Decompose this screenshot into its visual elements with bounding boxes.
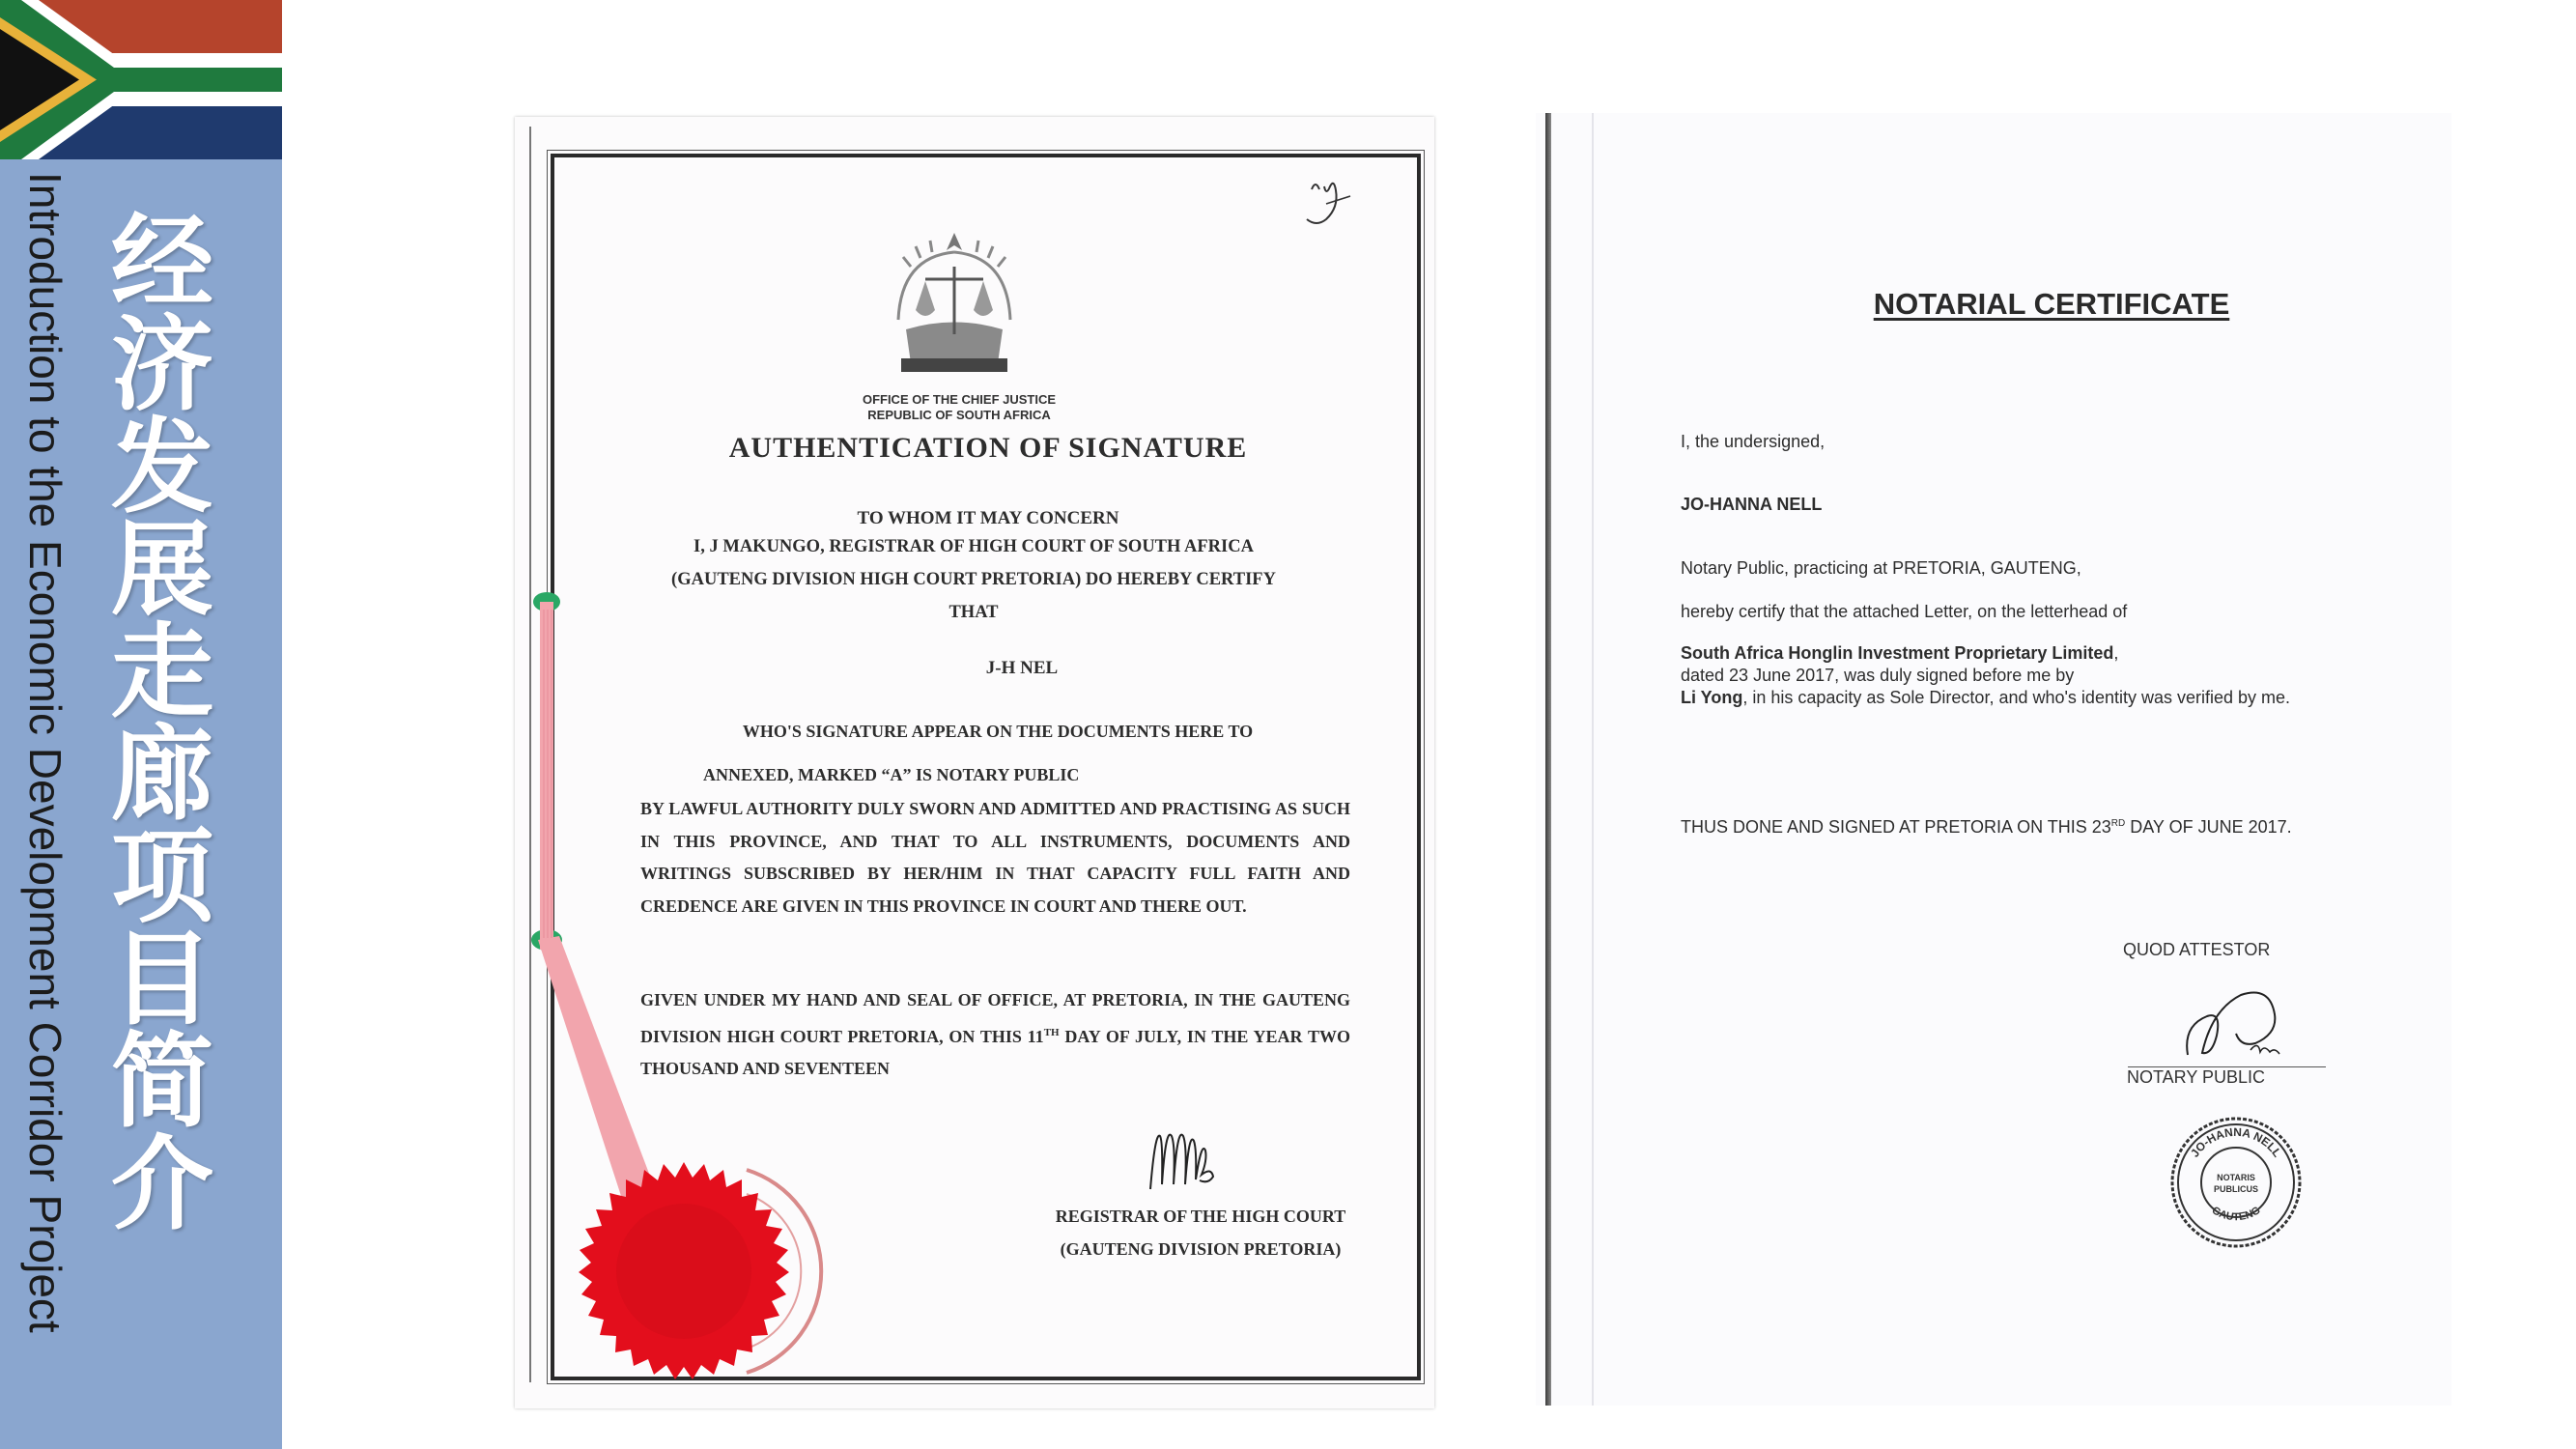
seal-center-line1: NOTARIS [2217,1173,2255,1182]
company-statement [1681,642,2318,709]
registrar-division: (GAUTENG DIVISION PRETORIA) [1060,1239,1342,1259]
given-text: GIVEN UNDER MY HAND AND SEAL OF OFFICE, AT PRETORIA, IN THE GAUTENG DIVISION HIGH COURT PRETORIA, ON THIS 11 [640,990,1350,1046]
initials-handwriting [1297,165,1374,242]
signature-statement: WHO'S SIGNATURE APPEAR ON THE DOCUMENTS HERE TO [742,722,1254,741]
dated-line: dated 23 June 2017, was duly signed before me by [1681,666,2075,685]
certify-line: I, J MAKUNGO, REGISTRAR OF HIGH COURT OF SOUTH AFRICA [694,537,1254,556]
notary-signature [2168,973,2304,1069]
capacity-line: , in his capacity as Sole Director, and who's identity was verified by me. [1742,688,2291,707]
sidebar-title-chinese: 经济发展走廊项目简介 [95,208,213,1232]
registrar-signature [1141,1122,1276,1199]
page-edge [1545,113,1551,1406]
sidebar [0,0,282,1449]
notary-public-label: NOTARY PUBLIC [2127,1067,2266,1087]
ordinal-suffix: TH [1043,1026,1060,1038]
document-title: AUTHENTICATION OF SIGNATURE [728,432,1248,464]
company-name: South Africa Honglin Investment Proprietary Limited [1681,643,2114,663]
authentication-document [515,117,1434,1408]
notary-name: JO-HANNA NELL [1681,495,1823,514]
certify-line: (GAUTENG DIVISION HIGH COURT PRETORIA) DO HEREBY CERTIFY [671,570,1276,589]
svg-text:JO-HANNA NELL [2188,1125,2284,1160]
seal-outer-top-text: JO-HANNA NELL [2188,1124,2284,1160]
office-name: OFFICE OF THE CHIEF JUSTICE [862,392,1057,407]
annexed-statement: ANNEXED, MARKED “A” IS NOTARY PUBLIC [703,765,1080,784]
office-country: REPUBLIC OF SOUTH AFRICA [867,408,1051,422]
practicing-line: Notary Public, practicing at PRETORIA, GAUTENG, [1681,558,2081,578]
authority-paragraph: BY LAWFUL AUTHORITY DULY SWORN AND ADMITTED AND PRACTISING AS SUCH IN THIS PROVINCE, AND THAT TO ALL INSTRUMENTS, DOCUMENTS AND WRITINGS SUBSCRIBED BY HER/HIM IN THAT CAPACITY FULL FAITH AND CREDENCE ARE GIVEN IN THIS PROVINCE IN COURT AND THERE OUT. [640,799,1350,916]
undersigned-line: I, the undersigned, [1681,432,1826,451]
notary-seal-stamp [2168,1115,2304,1250]
certificate-title: NOTARIAL CERTIFICATE [1873,287,2230,321]
certify-line: THAT [948,603,999,622]
page-fold [1592,113,1594,1406]
red-wax-seal-icon [563,1160,805,1402]
sidebar-title-english: Introduction to the Economic Development Corridor Project [20,172,71,1333]
notarial-certificate-document [1536,113,2451,1406]
seal-center-line2: PUBLICUS [2213,1184,2259,1194]
court-crest-icon [872,223,1036,387]
thus-done-text: THUS DONE AND SIGNED AT PRETORIA ON THIS 23 [1681,817,2111,837]
thus-done-text-end: DAY OF JUNE 2017. [2125,817,2292,837]
ordinal-suffix: RD [2110,818,2126,829]
quod-attestor: QUOD ATTESTOR [2123,940,2271,959]
sidebar-title-english-wrapper [21,172,70,1437]
thus-done-statement [1681,811,2318,839]
given-text-end: DAY OF JULY, IN THE YEAR TWO THOUSAND AND SEVENTEEN [640,1026,1350,1078]
south-africa-flag-icon [0,0,282,159]
registrar-title: REGISTRAR OF THE HIGH COURT [1055,1207,1346,1226]
subject-name: J-H NEL [985,658,1059,678]
seal-outer-bottom-text: GAUTENG [2209,1205,2263,1224]
company-suffix: , [2113,643,2119,663]
signer-name: Li Yong [1681,688,1743,707]
salutation: TO WHOM IT MAY CONCERN [857,508,1119,528]
svg-text:GAUTENG [2210,1205,2263,1223]
hereby-line: hereby certify that the attached Letter, on the letterhead of [1681,602,2128,621]
